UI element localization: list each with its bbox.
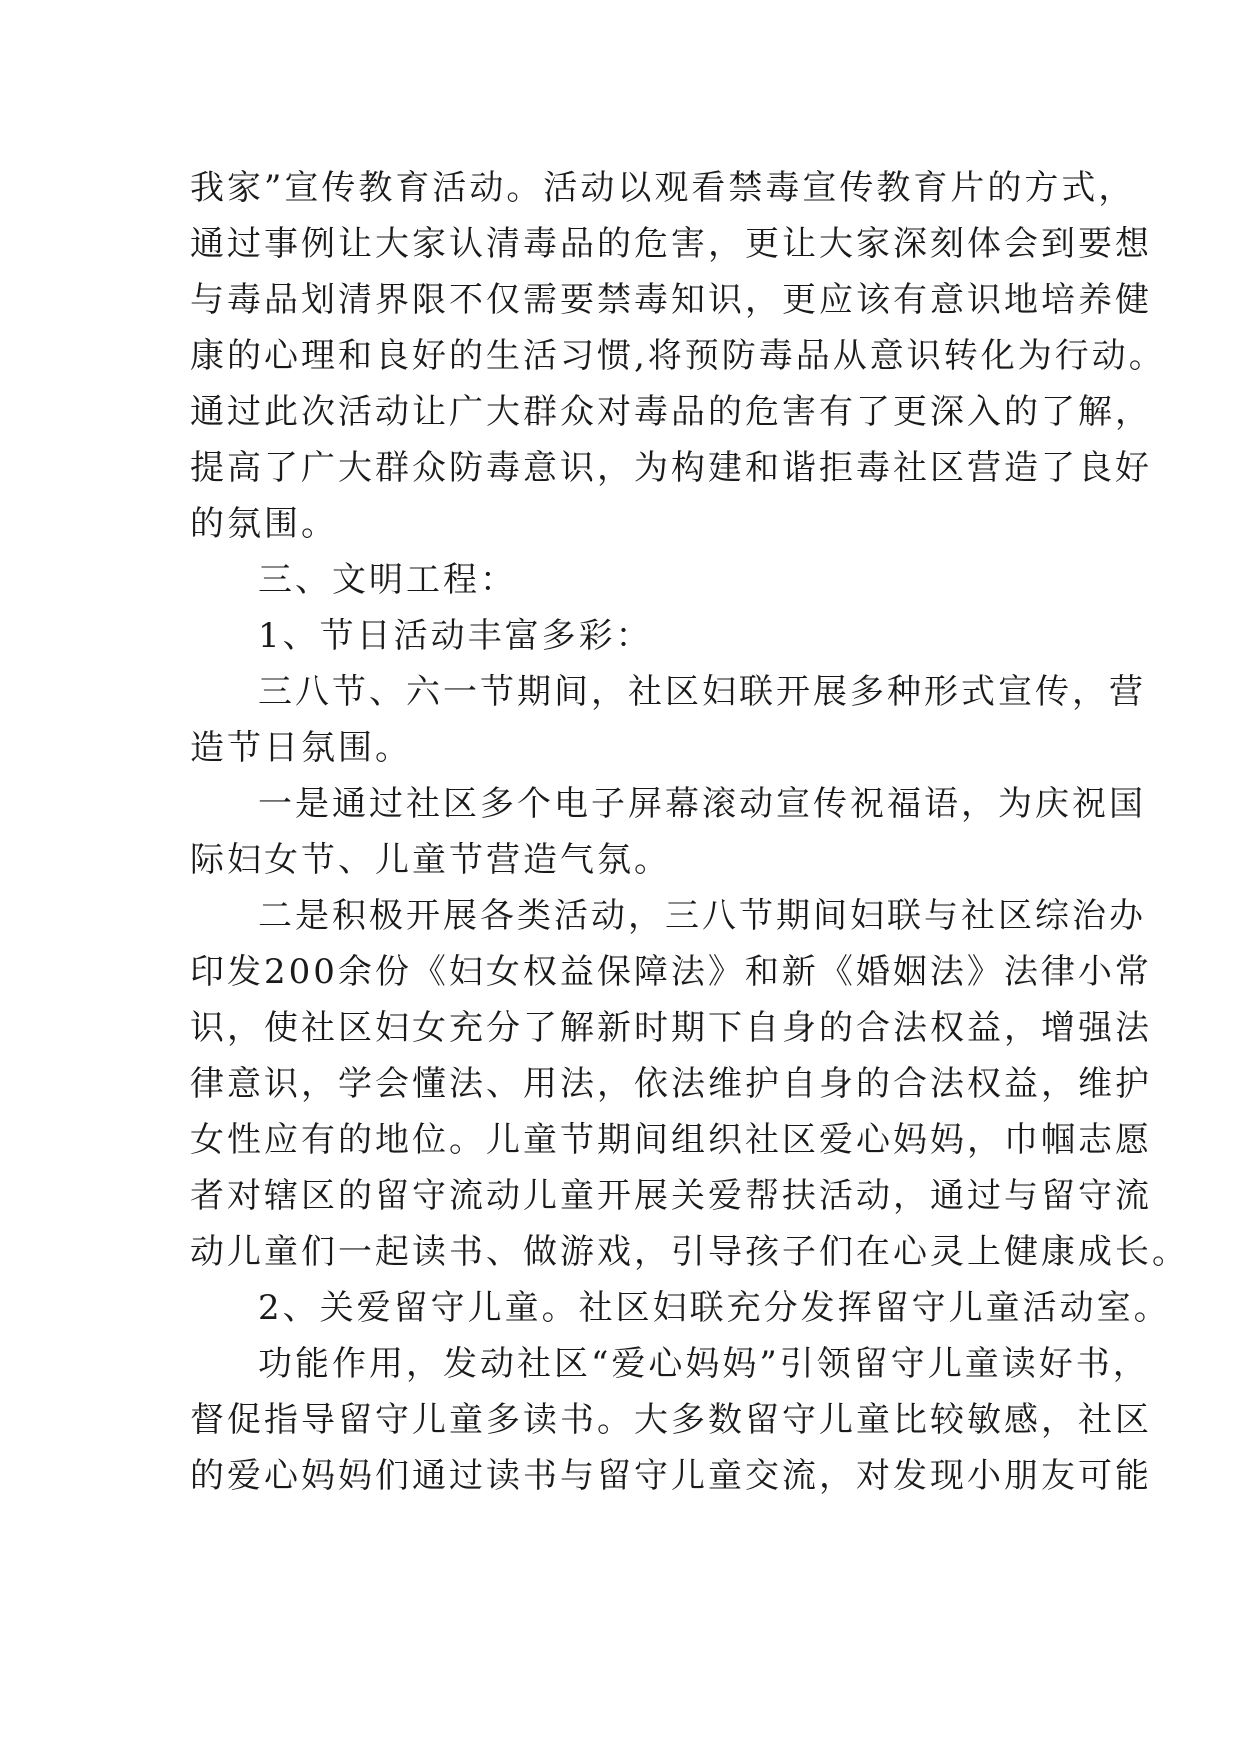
text-line: 功能作用，发动社区“爱心妈妈”引领留守儿童读好书， — [258, 1344, 1150, 1384]
text-line: 印发200余份《妇女权益保障法》和新《婚姻法》法律小常 — [190, 952, 1152, 992]
text-line: 与毒品划清界限不仅需要禁毒知识，更应该有意识地培养健 — [190, 280, 1152, 320]
text-line: 律意识，学会懂法、用法，依法维护自身的合法权益，维护 — [190, 1064, 1152, 1104]
text-line: 通过此次活动让广大群众对毒品的危害有了更深入的了解， — [190, 392, 1152, 432]
text-line: 我家”宣传教育活动。活动以观看禁毒宣传教育片的方式， — [190, 168, 1136, 208]
text-line: 者对辖区的留守流动儿童开展关爱帮扶活动，通过与留守流 — [190, 1176, 1152, 1216]
text-line: 识，使社区妇女充分了解新时期下自身的合法权益，增强法 — [190, 1008, 1152, 1048]
text-line: 造节日氛围。 — [190, 728, 412, 768]
text-line: 的爱心妈妈们通过读书与留守儿童交流，对发现小朋友可能 — [190, 1456, 1152, 1496]
text-line: 动儿童们一起读书、做游戏，引导孩子们在心灵上健康成长。 — [190, 1232, 1189, 1272]
section-heading: 三、文明工程： — [258, 560, 517, 600]
text-line: 一是通过社区多个电子屏幕滚动宣传祝福语，为庆祝国 — [258, 784, 1146, 824]
text-line: 三八节、六一节期间，社区妇联开展多种形式宣传，营 — [258, 672, 1146, 712]
text-line: 二是积极开展各类活动，三八节期间妇联与社区综治办 — [258, 896, 1146, 936]
subsection-heading: 2、关爱留守儿童。社区妇联充分发挥留守儿童活动室。 — [258, 1288, 1171, 1328]
body-text — [190, 160, 1189, 1504]
text-line: 际妇女节、儿童节营造气氛。 — [190, 840, 671, 880]
text-line: 女性应有的地位。儿童节期间组织社区爱心妈妈，巾帼志愿 — [190, 1120, 1152, 1160]
text-line: 通过事例让大家认清毒品的危害，更让大家深刻体会到要想 — [190, 224, 1152, 264]
text-line: 康的心理和良好的生活习惯,将预防毒品从意识转化为行动。 — [190, 336, 1166, 376]
text-line: 的氛围。 — [190, 504, 338, 544]
subsection-heading: 1、节日活动丰富多彩： — [258, 616, 653, 656]
text-line: 提高了广大群众防毒意识，为构建和谐拒毒社区营造了良好 — [190, 448, 1152, 488]
text-line: 督促指导留守儿童多读书。大多数留守儿童比较敏感，社区 — [190, 1400, 1152, 1440]
